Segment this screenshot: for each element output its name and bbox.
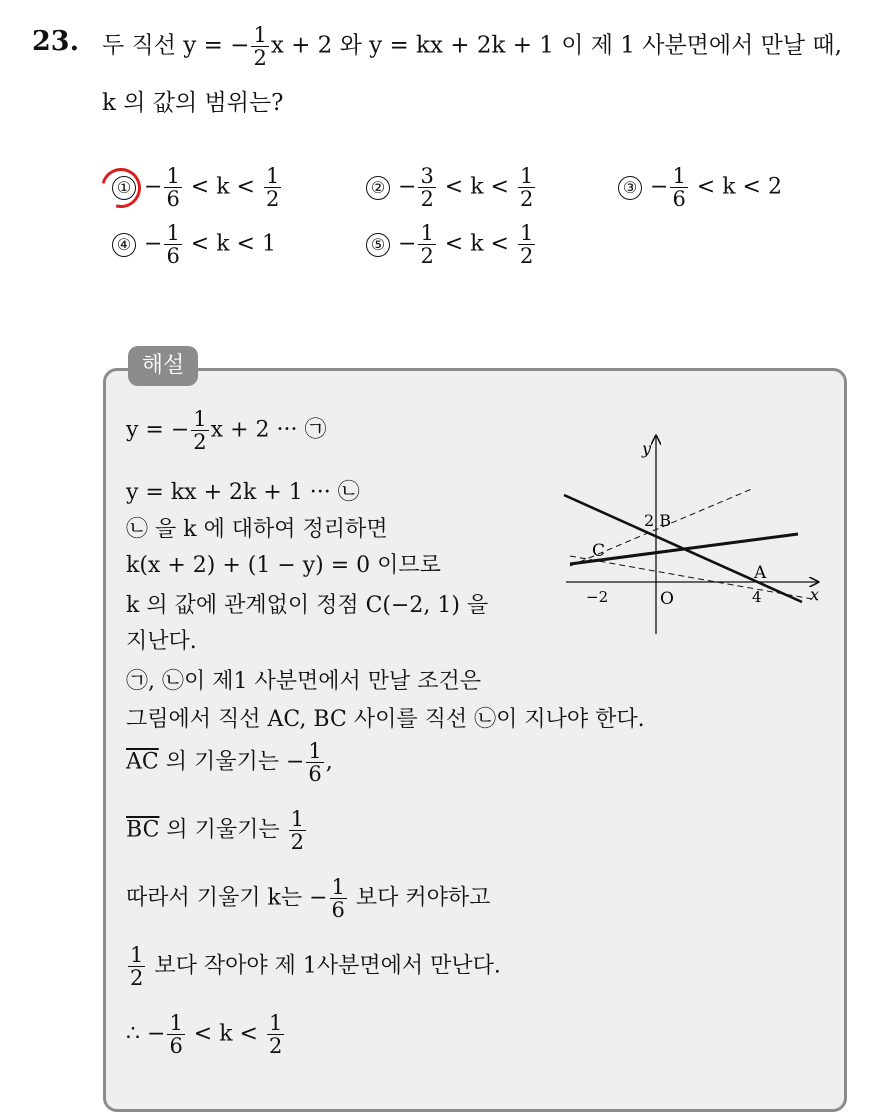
- solution-line-9: $\overline{AC}$ 의 기울기는 − $\frac{1}{6}$ ,: [126, 739, 333, 786]
- solution-line-12: $\frac{1}{2}$ 보다 작아야 제 1사분면에서 만난다.: [130, 943, 501, 990]
- choice-marker: ②: [366, 176, 390, 200]
- tick-neg2-label: −2: [586, 588, 609, 606]
- solution-line-10: $\overline{BC}$ 의 기울기는 $\frac{1}{2}$: [126, 807, 305, 854]
- solution-tag: 해설: [128, 346, 198, 386]
- solution-line-3: ㉡ 을 k 에 대하여 정리하면: [126, 517, 388, 542]
- solution-line-1: y = − $\frac{1}{2}$ x + 2 ··· ㉠: [126, 407, 327, 454]
- solution-graph: [556, 430, 832, 640]
- point-c-label: C: [592, 541, 606, 561]
- solution-line-11: 따라서 기울기 k는 − $\frac{1}{6}$ 보다 커야하고: [126, 875, 491, 922]
- solution-line-4: k(x + 2) + (1 − y) = 0 이므로: [126, 553, 441, 578]
- y-axis-label: y: [642, 439, 652, 458]
- choice-1[interactable]: ① − $\frac{1}{6}$ < k < $\frac{1}{2}$: [112, 165, 283, 210]
- choice-4[interactable]: ④ − $\frac{1}{6}$ < k < 1: [112, 222, 276, 267]
- solution-line-5: k 의 값에 관계없이 정점 C(−2, 1) 을: [126, 593, 489, 618]
- question-line-2: k 의 값의 범위는?: [102, 90, 284, 116]
- choice-5[interactable]: ⑤ − $\frac{1}{2}$ < k < $\frac{1}{2}$: [366, 222, 537, 267]
- choice-marker: ①: [112, 176, 136, 200]
- choice-3[interactable]: ③ − $\frac{1}{6}$ < k < 2: [618, 165, 782, 210]
- solution-line-2: y = kx + 2k + 1 ··· ㉡: [126, 480, 360, 505]
- choice-marker: ⑤: [366, 233, 390, 257]
- origin-label: O: [660, 589, 674, 609]
- question-text-a: 두 직선 y = −: [102, 32, 250, 59]
- solution-line-8: 그림에서 직선 AC, BC 사이를 직선 ㉡이 지나야 한다.: [126, 707, 645, 732]
- choice-marker: ④: [112, 233, 136, 257]
- question-text-b: x + 2 와 y = kx + 2k + 1 이 제 1 사분면에서 만날 때,: [270, 32, 842, 59]
- solution-line-7: ㉠, ㉡이 제1 사분면에서 만날 조건은: [126, 669, 481, 694]
- solution-line-13: ∴ − $\frac{1}{6}$ < k < $\frac{1}{2}$: [126, 1011, 283, 1058]
- solution-line-6: 지난다.: [126, 629, 197, 654]
- tick-4-label: 4: [752, 588, 762, 606]
- choice-2[interactable]: ② − $\frac{3}{2}$ < k < $\frac{1}{2}$: [366, 165, 537, 210]
- x-axis-label: x: [810, 585, 820, 604]
- choice-marker: ③: [618, 176, 642, 200]
- question-line-1: [102, 24, 842, 69]
- question-number: 23.: [32, 26, 79, 57]
- point-b-label: 2 B: [644, 511, 672, 530]
- point-a-label: A: [754, 563, 767, 583]
- fraction: $\frac{1}{2}$: [253, 23, 267, 70]
